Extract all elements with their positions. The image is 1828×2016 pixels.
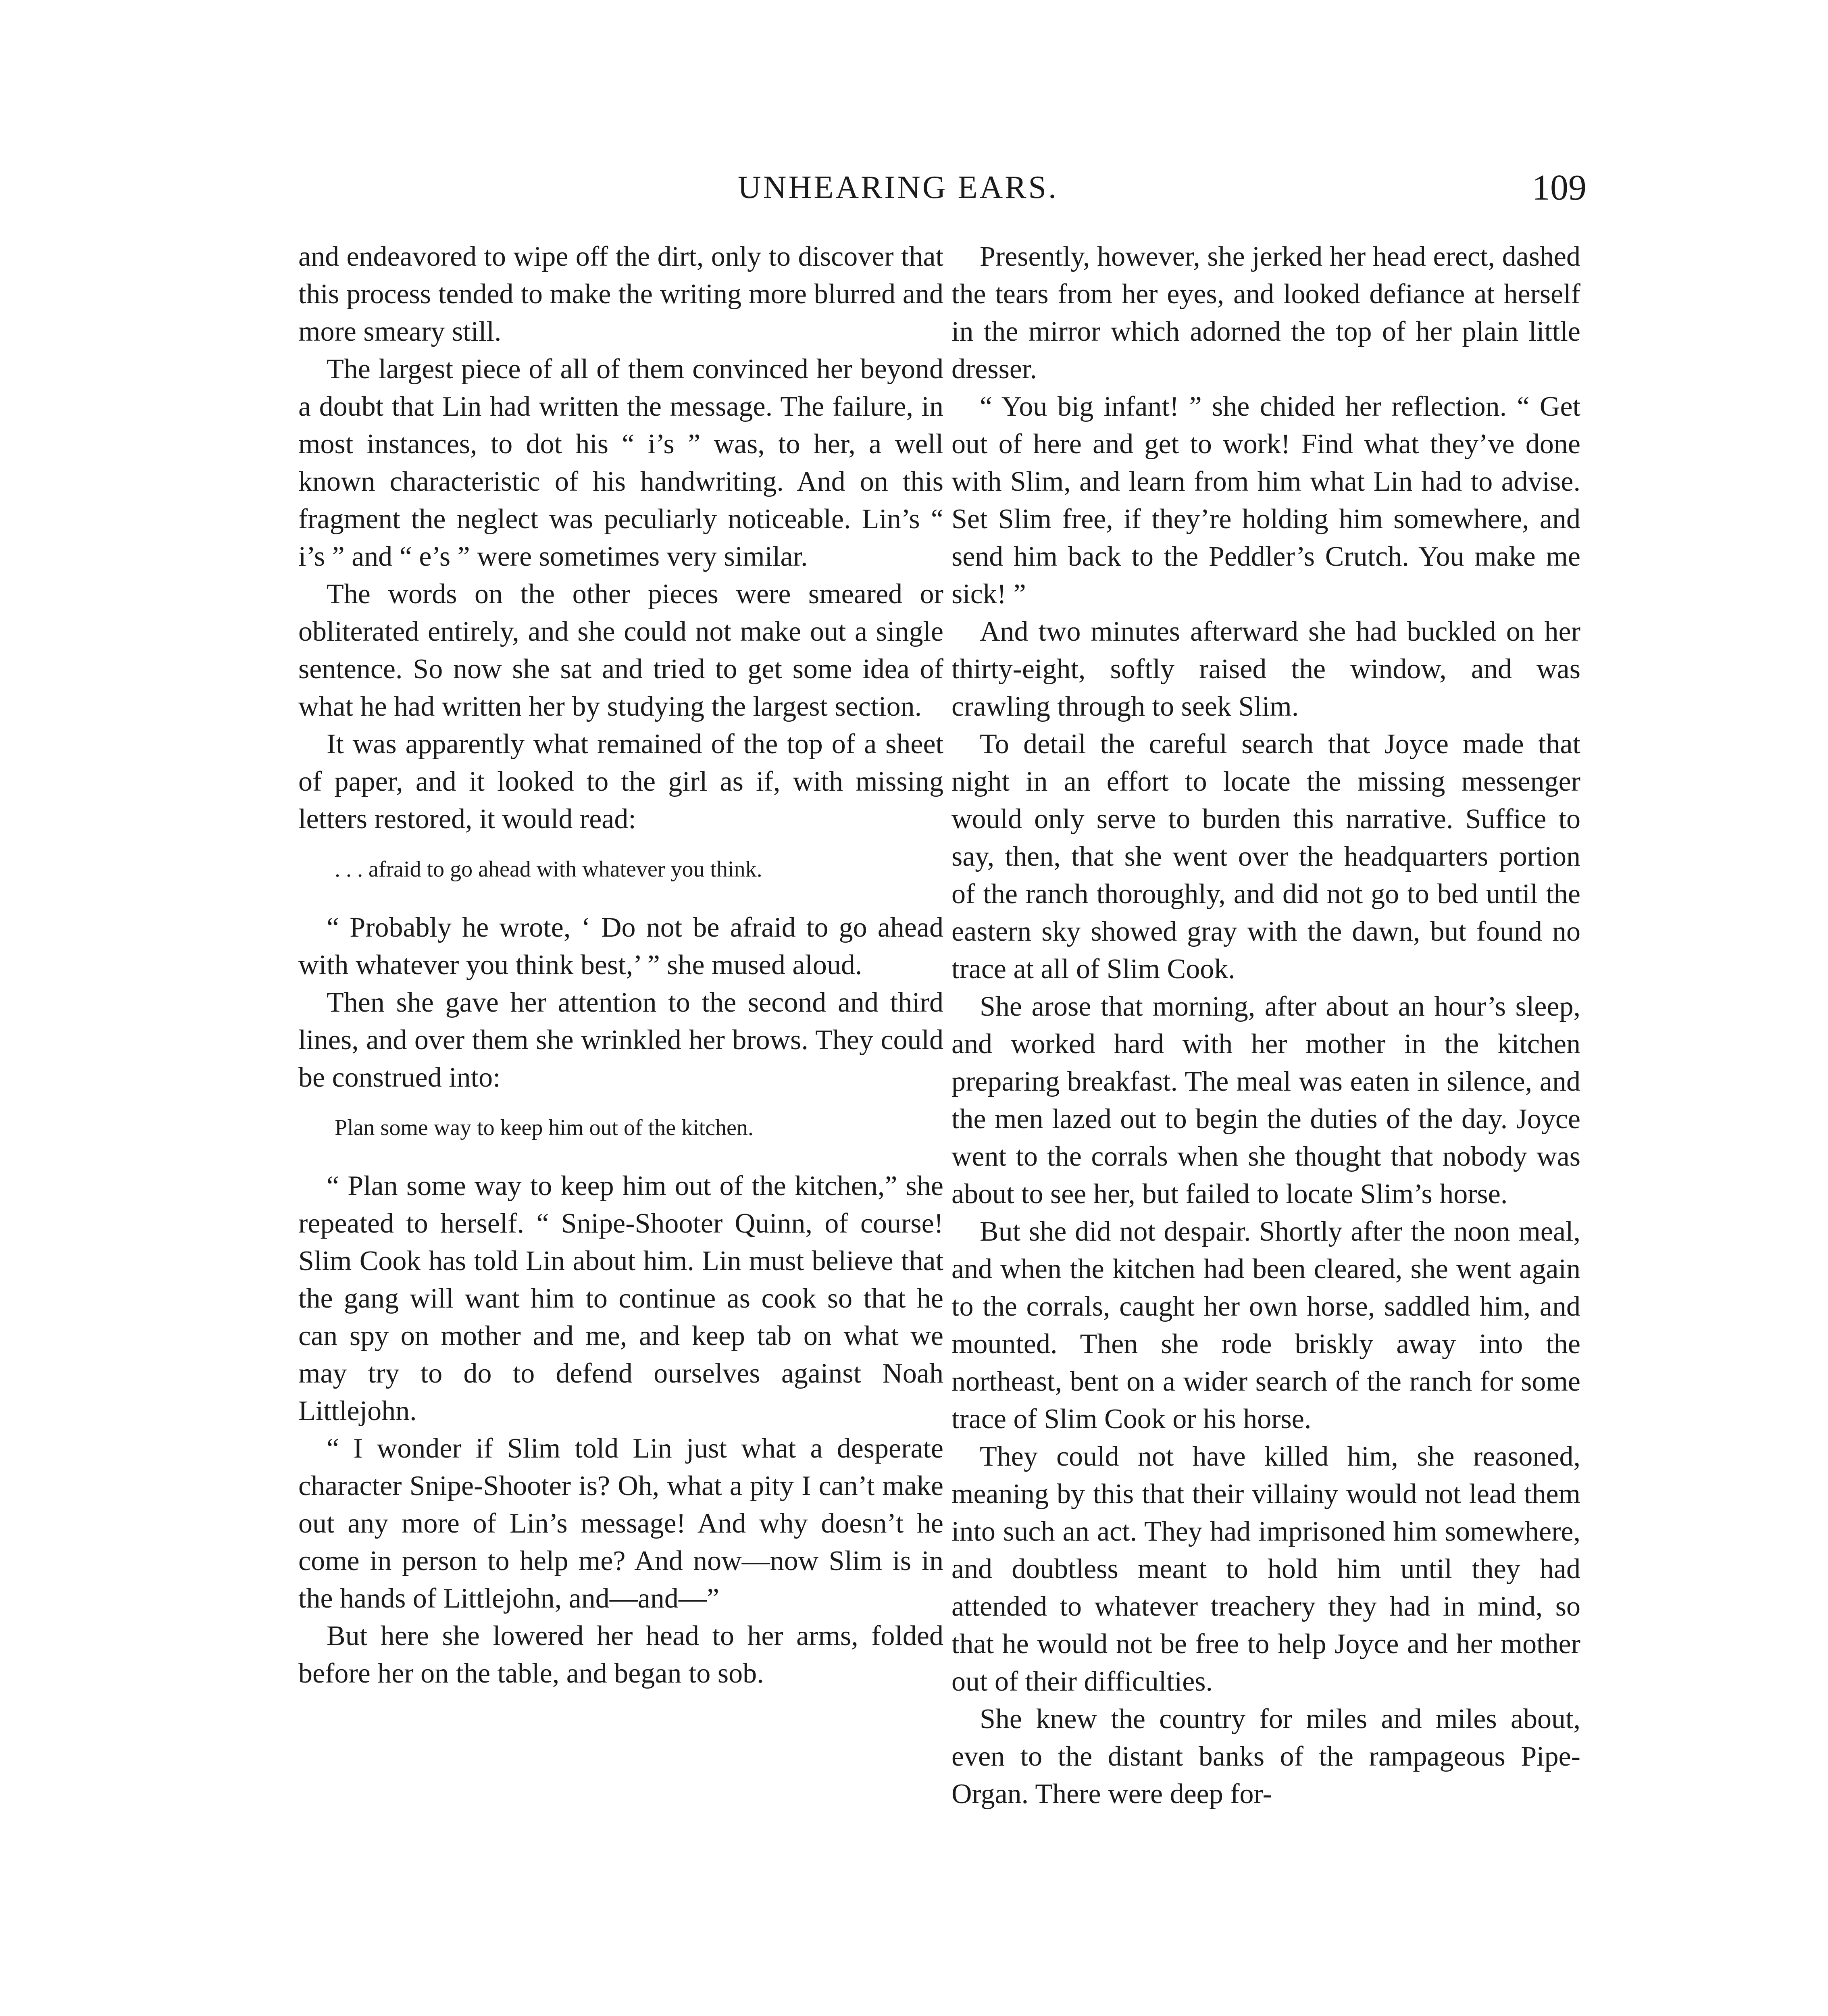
right-paragraph-4: She arose that morning, after about an hour’s sleep, and worked hard with her mother in the kitchen preparing breakfast. The meal was eaten in silence, and the men lazed out to begin the duties of the day. Joyce went to the corrals when she thought that nobody was about to see her, but failed to locate Slim’s horse. [951, 991, 1580, 1210]
left-paragraph-6: Then she gave her attention to the second and third lines, and over them she wrinkled her brows. They could be construed into: [298, 987, 943, 1093]
running-title: UNHEARING EARS. [738, 170, 1058, 205]
right-paragraph-3: To detail the careful search that Joyce made that night in an effort to locate the missing messenger would only serve to burden this narrative. Suffice to say, then, that she went over the headquarters portion of the ranch thoroughly, and did not go to bed until the eastern sky showed gray with the dawn, but found no trace at all of Slim Cook. [951, 729, 1580, 985]
left-paragraph-2: The words on the other pieces were smeared or obliterated entirely, and she could not make out a single sentence. So now she sat and tried to get some idea of what he had written her by studying the largest section. [298, 579, 943, 722]
text-column-left [298, 238, 943, 1692]
right-paragraph-2: And two minutes afterward she had buckled on her thirty-eight, softly raised the window, and was crawling through to seek Slim. [951, 616, 1580, 722]
text-column-right [951, 238, 1580, 1813]
left-quote-4: . . . afraid to go ahead with whatever you think. [335, 857, 762, 882]
left-paragraph-8: “ Plan some way to keep him out of the kitchen,” she repeated to herself. “ Snipe-Shooter Quinn, of course! Slim Cook has told Lin about him. Lin must believe that the gang will want him to continue as cook so that he can spy on mother and me, and keep tab on what we may try to do to defend ourselves against Noah Littlejohn. [298, 1170, 943, 1427]
right-paragraph-1: “ You big infant! ” she chided her reflection. “ Get out of here and get to work! Find what they’ve done with Slim, and learn from him what Lin had to advise. Set Slim free, if they’re holding him somewhere, and send him back to the Peddler’s Crutch. You make me sick! ” [951, 391, 1580, 610]
page-number: 109 [1532, 168, 1586, 208]
left-paragraph-5: “ Probably he wrote, ‘ Do not be afraid to go ahead with whatever you think best,’ ” she mused aloud. [298, 912, 943, 981]
left-paragraph-3: It was apparently what remained of the top of a sheet of paper, and it looked to the girl as if, with missing letters restored, it would read: [298, 729, 943, 835]
left-quote-7: Plan some way to keep him out of the kitchen. [335, 1115, 754, 1140]
left-paragraph-10: But here she lowered her head to her arms, folded before her on the table, and began to sob. [298, 1620, 943, 1689]
left-paragraph-0: and endeavored to wipe off the dirt, only to discover that this process tended to make the writing more blurred and more smeary still. [298, 241, 943, 347]
left-paragraph-9: “ I wonder if Slim told Lin just what a desperate character Snipe-Shooter is? Oh, what a pity I can’t make out any more of Lin’s message! And why doesn’t he come in person to help me? And now—now Slim is in the hands of Littlejohn, and—and—” [298, 1433, 943, 1614]
right-paragraph-5: But she did not despair. Shortly after the noon meal, and when the kitchen had been cleared, she went again to the corrals, caught her own horse, saddled him, and mounted. Then she rode briskly away into the northeast, bent on a wider search of the ranch for some trace of Slim Cook or his horse. [951, 1216, 1580, 1435]
left-paragraph-1: The largest piece of all of them convinced her beyond a doubt that Lin had written the message. The failure, in most instances, to dot his “ i’s ” was, to her, a well known characteristic of his handwriting. And on this fragment the neglect was peculiarly noticeable. Lin’s “ i’s ” and “ e’s ” were sometimes very similar. [298, 354, 943, 572]
right-paragraph-0: Presently, however, she jerked her head erect, dashed the tears from her eyes, and looked defiance at herself in the mirror which adorned the top of her plain little dresser. [951, 241, 1580, 385]
right-paragraph-6: They could not have killed him, she reasoned, meaning by this that their villainy would not lead them into such an act. They had imprisoned him somewhere, and doubtless meant to hold him until they had attended to whatever treachery they had in mind, so that he would not be free to help Joyce and her mother out of their difficulties. [951, 1441, 1580, 1697]
right-paragraph-7: She knew the country for miles and miles about, even to the distant banks of the rampageous Pipe-Organ. There were deep for- [951, 1704, 1580, 1810]
